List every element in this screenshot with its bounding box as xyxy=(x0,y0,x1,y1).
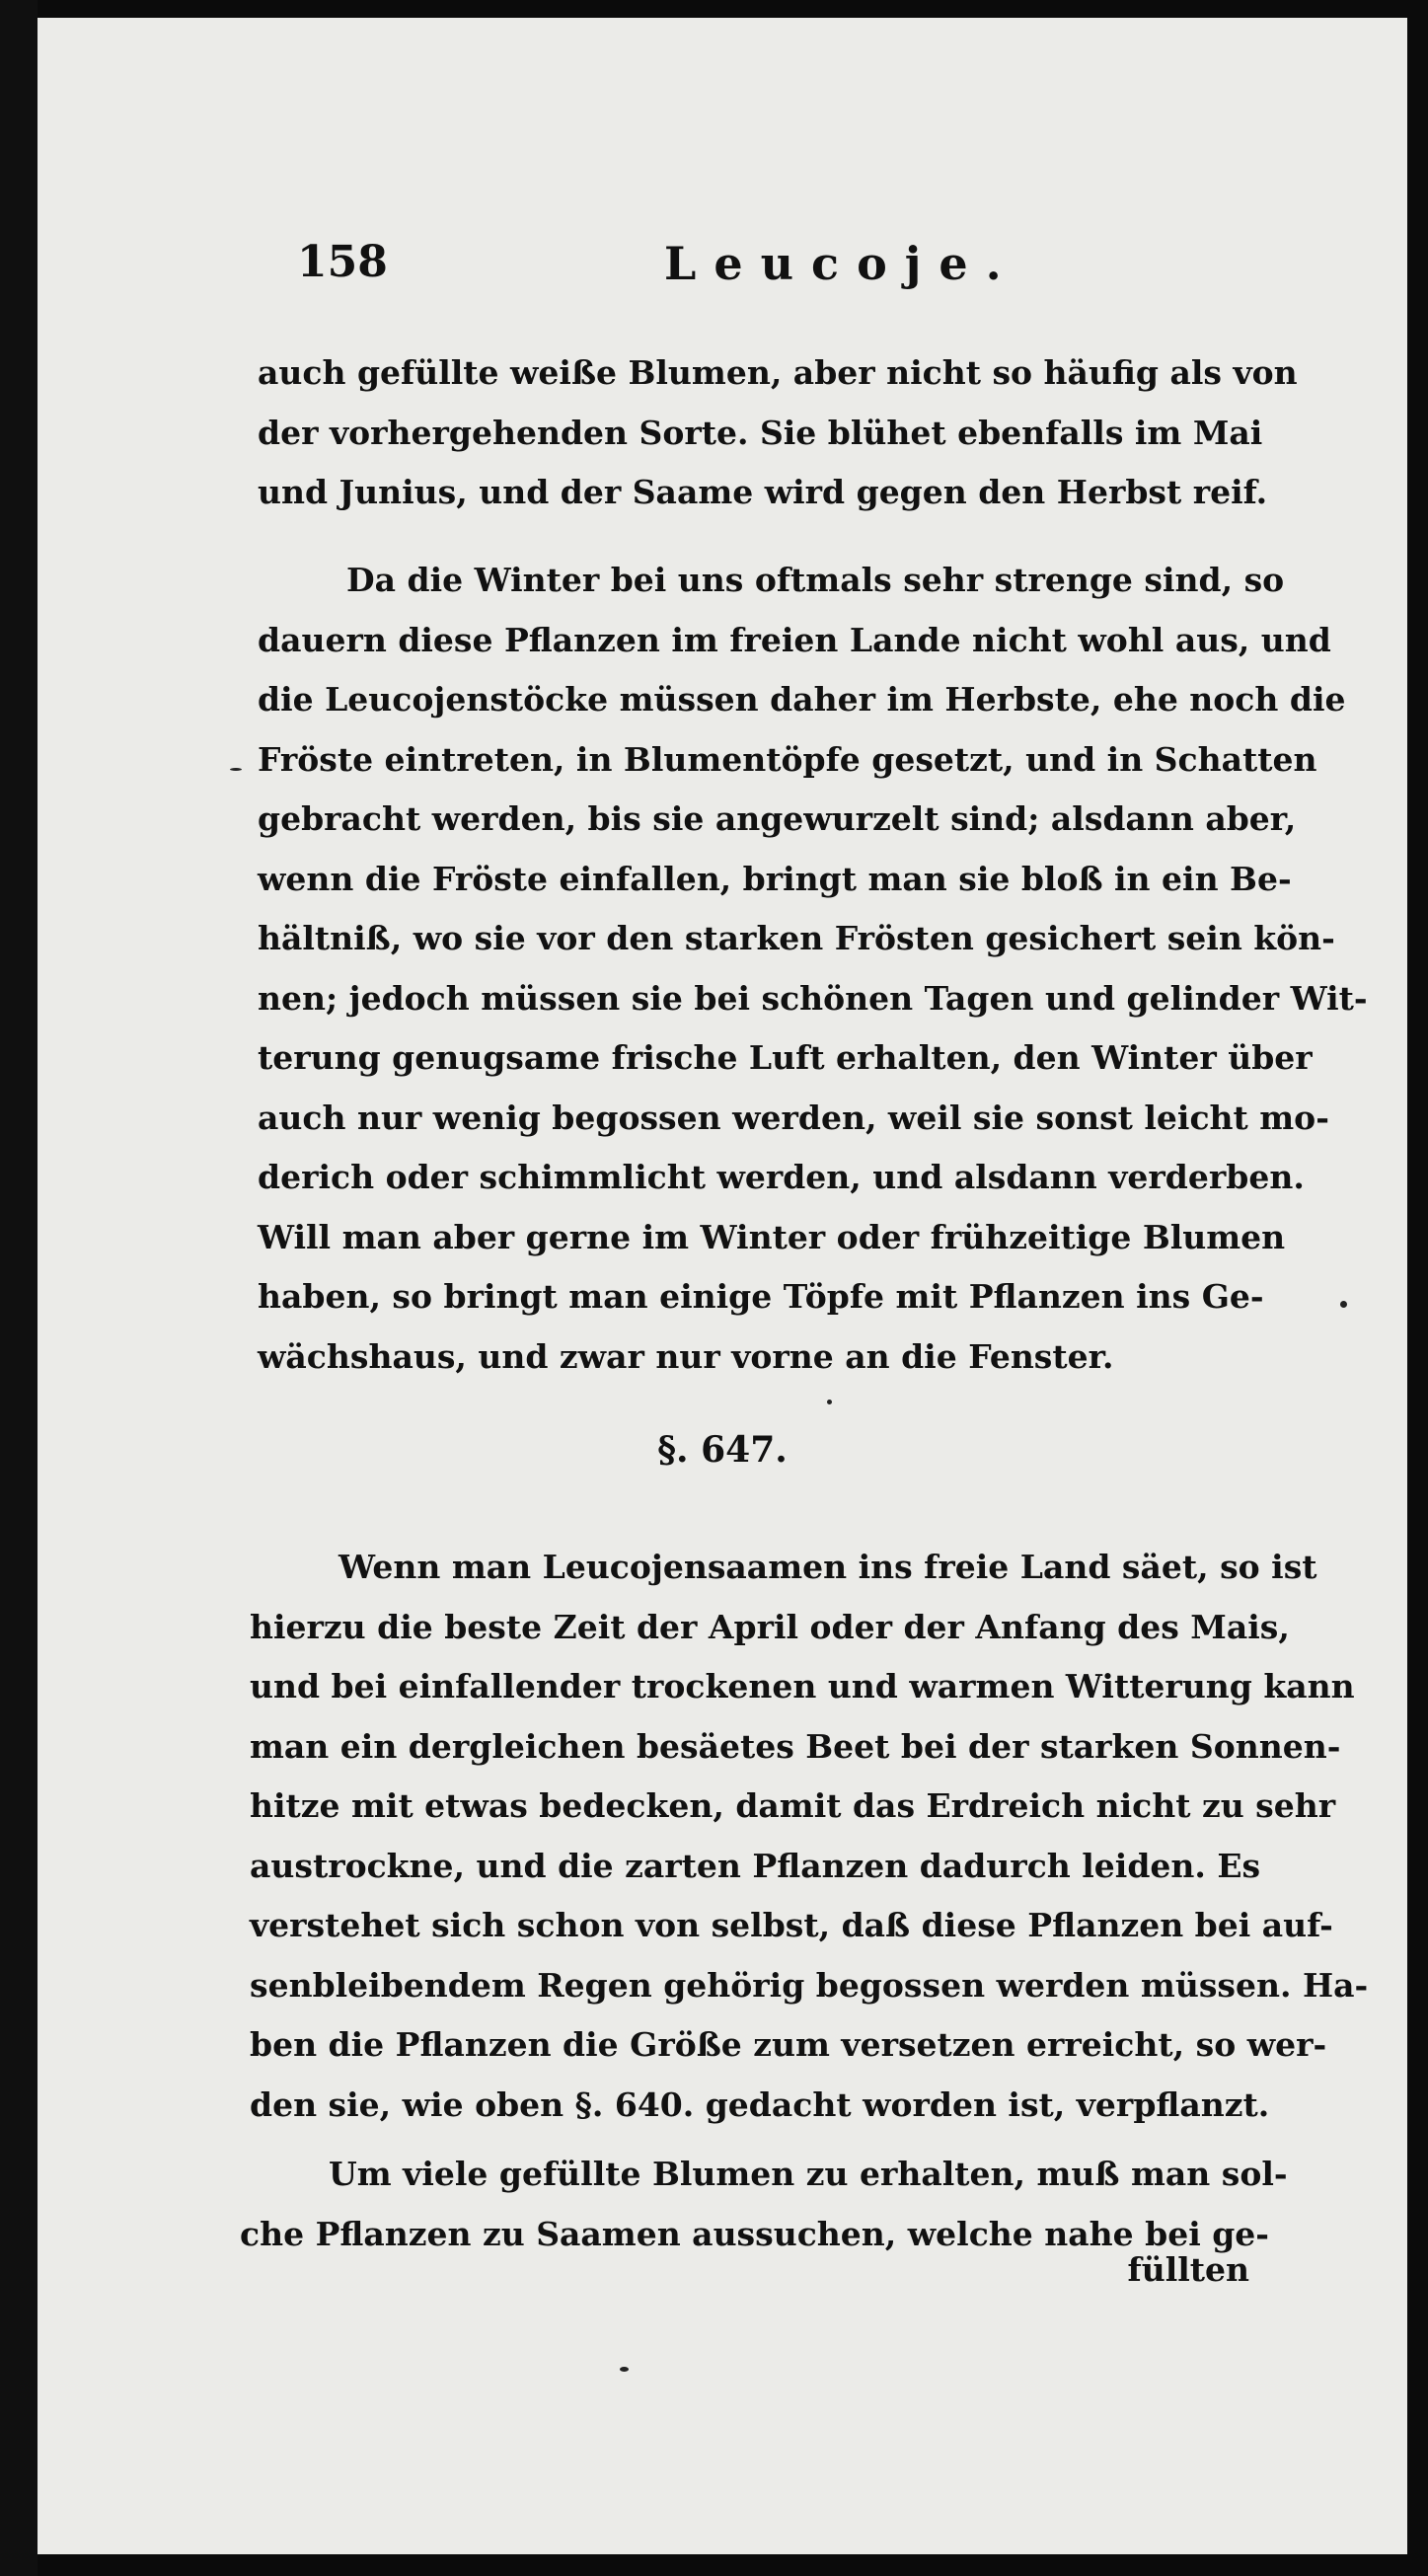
text-line: die Leucojenstöcke müssen daher im Herbste, ehe noch die xyxy=(258,680,1346,719)
book-page xyxy=(38,18,1407,2554)
text-line: Da die Winter bei uns oftmals sehr strenge sind, so xyxy=(346,561,1285,599)
text-line: Um viele gefüllte Blumen zu erhalten, muß man sol- xyxy=(329,2155,1288,2193)
text-line: hitze mit etwas bedecken, damit das Erdreich nicht zu sehr xyxy=(250,1786,1336,1825)
text-line: der vorhergehenden Sorte. Sie blühet ebenfalls im Mai xyxy=(258,413,1263,452)
text-line: wenn die Fröste einfallen, bringt man sie bloß in ein Be- xyxy=(258,859,1292,898)
running-title: Leucoje. xyxy=(664,237,1019,290)
paragraph-2 xyxy=(258,551,1368,1387)
text-line: nen; jedoch müssen sie bei schönen Tagen und gelinder Wit- xyxy=(258,978,1368,1018)
text-line: Fröste eintreten, in Blumentöpfe gesetzt, und in Schatten xyxy=(258,739,1317,779)
text-line: austrockne, und die zarten Pflanzen dadurch leiden. Es xyxy=(250,1846,1261,1885)
page-header xyxy=(38,237,1407,306)
text-line: auch nur wenig begossen werden, weil sie sonst leicht mo- xyxy=(258,1098,1329,1137)
scan-speck xyxy=(827,1400,832,1404)
scan-speck xyxy=(620,2367,629,2372)
text-line: Wenn man Leucojensaamen ins freie Land säet, so ist xyxy=(338,1548,1317,1586)
text-line: und Junius, und der Saame wird gegen den Herbst reif. xyxy=(258,473,1268,511)
paragraph-1 xyxy=(258,343,1363,523)
page-number: 158 xyxy=(297,237,388,287)
text-line: auch gefüllte weiße Blumen, aber nicht so häufig als von xyxy=(258,353,1298,392)
text-line: senbleibendem Regen gehörig begossen werden müssen. Ha- xyxy=(250,1965,1369,2005)
paragraph-3 xyxy=(250,1538,1369,2135)
text-line: haben, so bringt man einige Töpfe mit Pflanzen ins Ge- xyxy=(258,1277,1264,1316)
scan-speck xyxy=(1340,1301,1347,1308)
text-line: wächshaus, und zwar nur vorne an die Fenster. xyxy=(258,1336,1114,1376)
text-line: dauern diese Pflanzen im freien Lande nicht wohl aus, und xyxy=(258,620,1331,659)
scan-speck xyxy=(230,768,242,771)
text-line: derich oder schimmlicht werden, und alsdann verderben. xyxy=(258,1158,1305,1196)
section-heading: §. 647. xyxy=(657,1429,788,1471)
text-line: und bei einfallender trockenen und warmen Witterung kann xyxy=(250,1667,1355,1705)
text-line: gebracht werden, bis sie angewurzelt sind; alsdann aber, xyxy=(258,799,1297,838)
text-line: Will man aber gerne im Winter oder frühzeitige Blumen xyxy=(258,1217,1286,1256)
text-line: che Pflanzen zu Saamen aussuchen, welche nahe bei ge- xyxy=(240,2214,1269,2253)
catchword: füllten xyxy=(1127,2250,1249,2289)
scan-border xyxy=(0,0,38,2576)
text-line: den sie, wie oben §. 640. gedacht worden ist, verpflanzt. xyxy=(250,2084,1270,2124)
text-line: hierzu die beste Zeit der April oder der Anfang des Mais, xyxy=(250,1607,1290,1646)
text-line: ben die Pflanzen die Größe zum versetzen erreicht, so wer- xyxy=(250,2025,1327,2064)
paragraph-4 xyxy=(240,2145,1345,2264)
text-line: verstehet sich schon von selbst, daß diese Pflanzen bei auf- xyxy=(250,1906,1333,1944)
text-line: hältniß, wo sie vor den starken Frösten gesichert sein kön- xyxy=(258,919,1335,957)
text-line: terung genugsame frische Luft erhalten, den Winter über xyxy=(258,1038,1313,1077)
text-line: man ein dergleichen besäetes Beet bei der starken Sonnen- xyxy=(250,1726,1341,1766)
